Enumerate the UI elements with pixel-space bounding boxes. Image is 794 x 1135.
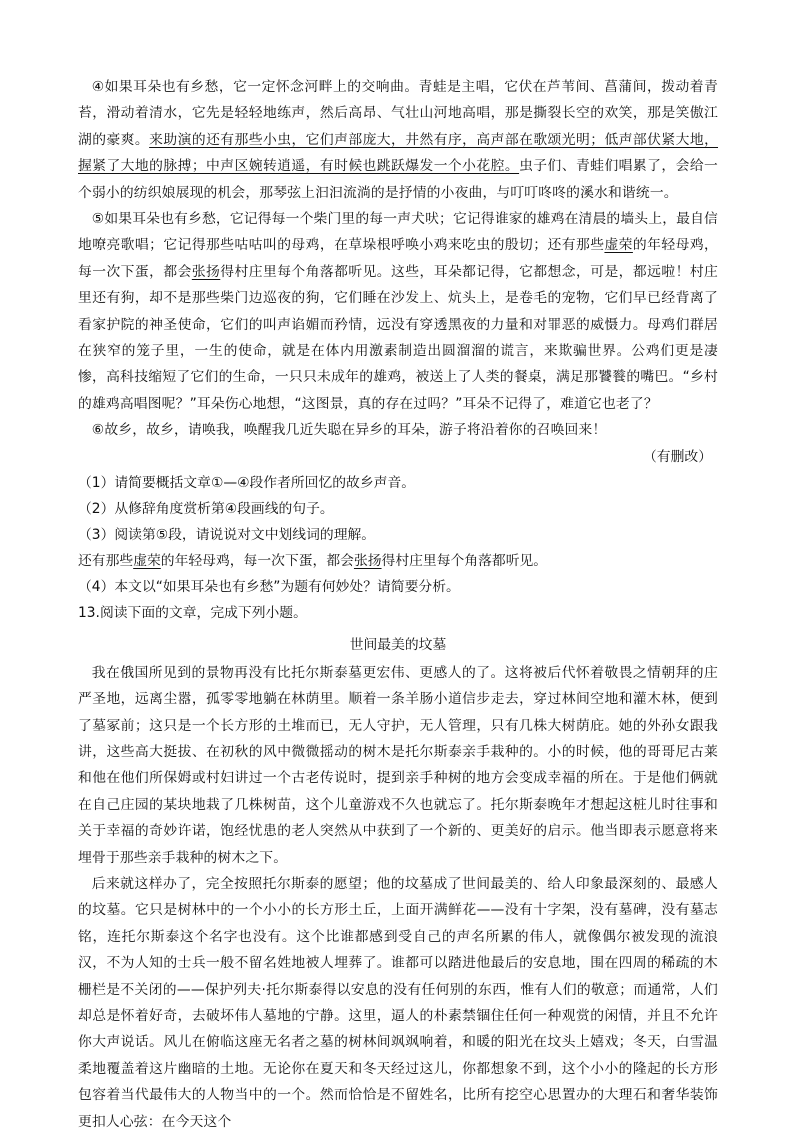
article-paragraph-2: 后来就这样办了，完全按照托尔斯泰的愿望；他的坟墓成了世间最美的、给人印象最深刻的、最感人的坟墓。它只是树林中的一个小小的长方形土丘，上面开满鲜花——没有十字架，没有墓碑，没有墓志铭，连托尔斯泰这个名字也没有。这个比谁都感到受自己的声名所累的伟人，就像偶尔被发现的流浪汉，不为人知的士兵一般不留名姓地被人埋葬了。谁都可以踏进他最后的安息地，围在四周的稀疏的木栅栏是不关闭的——保护列夫·托尔斯泰得以安息的没有任何别的东西，惟有人们的敬意；而通常，人们却总是怀着好奇，去破坏伟人墓地的宁静。这里，逼人的朴素禁锢住任何一种观赏的闲情，并且不允许你大声说话。风儿在俯临这座无名者之墓的树林间飒飒响着，和暖的阳光在坟头上嬉戏；冬天，白雪温柔地覆盖着这片幽暗的土地。无论你在夏天和冬天经过这儿，你都想象不到，这个小小的隆起的长方形包容着当代最伟大的人物当中的一个。然而恰恰是不留姓名，比所有挖空心思置办的大理石和奢华装饰更扣人心弦：在今天这个 xyxy=(78,875,718,1130)
article-paragraph-1: 我在俄国所见到的景物再没有比托尔斯泰墓更宏伟、更感人的了。这将被后代怀着敬畏之情朝拜的庄严圣地，远离尘嚣，孤零零地躺在林荫里。顺着一条羊肠小道信步走去，穿过林间空地和灌木林，便到了墓冢前；这只是一个长方形的土堆而已，无人守护，无人管理，只有几株大树荫庇。她的外孙女跟我讲，这些高大挺拔、在初秋的风中微微摇动的树木是托尔斯泰亲手栽种的。小的时候，他的哥哥尼古莱和他在他们所保姆或村妇讲过一个古老传说时，提到亲手种树的地方会变成幸福的所在。于是他们俩就在自己庄园的某块地栽了几株树苗，这个儿童游戏不久也就忘了。托尔斯泰晚年才想起这桩儿时往事和关于幸福的奇妙许诺，饱经忧患的老人突然从中获到了一个新的、更美好的启示。他当即表示愿意将来埋骨于那些亲手栽种的树木之下。 xyxy=(78,664,718,866)
article-body xyxy=(78,660,718,1135)
question-1: （1）请简要概括文章①—④段作者所回忆的故乡声音。 xyxy=(78,474,416,491)
paragraph-6: ⑥故乡，故乡，请唤我，唤醒我几近失聪在异乡的耳朵，游子将沿着你的召唤回来！ xyxy=(91,422,607,439)
question-13-intro: 13.阅读下面的文章，完成下列小题。 xyxy=(78,604,307,621)
paragraph-4: ④如果耳朵也有乡愁，它一定怀念河畔上的交响曲。青蛙是主唱，它伏在芦苇间、菖蒲间，拨动着青苔，滑动着清水，它先是轻轻地练声，然后高昂、气壮山河地高唱，那是撕裂长空的欢笑，那是笑傲江湖的豪爽。来助演的还有那些小虫，它们声部庞大，井然有序，高声部在歌颂光明；低声部伏紧大地，握紧了大地的脉搏；中声区婉转逍遥，有时候也跳跃爆发一个小花腔。虫子们、青蛙们唱累了，会给一个弱小的纺织娘展现的机会，那琴弦上汩汩流淌的是抒情的小夜曲，与叮叮咚咚的溪水和谐统一。 xyxy=(78,79,719,201)
question-3-quote: 还有那些虚荣的年轻母鸡，每一次下蛋，都会张扬得村庄里每个角落都听见。 xyxy=(78,552,548,569)
underlined-word-vanity: 虚荣 xyxy=(604,237,633,254)
paragraph-5: ⑤如果耳朵也有乡愁，它记得每一个柴门里的每一声犬吠；它记得谁家的雄鸡在清晨的墙头上，最自信地嘹亮歌唱；它记得那些咕咕叫的母鸡，在草垛根呼唤小鸡来吃虫的殷切；还有那些虚荣的年轻母鸡，每一次下蛋，都会张扬得村庄里每个角落都听见。这些，耳朵都记得，它都想念，可是，都远啦！村庄里还有狗，却不是那些柴门边巡夜的狗，它们睡在沙发上、炕头上，是卷毛的宠物，它们早已经背离了看家护院的神圣使命，它们的叫声谄媚而矜情，远没有穿透黑夜的力量和对罪恶的威慑力。母鸡们群居在狭窄的笼子里，一生的使命，就是在体内用激素制造出圆溜溜的谎言，来欺骗世界。公鸡们更是凄惨，高科技缩短了它们的生命，一只只未成年的雄鸡，被送上了人类的餐桌，满足那饕餮的嘴巴。“乡村的雄鸡高唱图呢？”耳朵伤心地想，“这图景，真的存在过吗？”耳朵不记得了，难道它也老了？ xyxy=(78,211,718,412)
quote-word-flaunt: 张扬 xyxy=(353,552,382,569)
underlined-sentence: 来助演的还有那些小虫，它们声部庞大，井然有序，高声部在歌颂光明；低声部伏紧大地，握紧了大地的脉搏；中声区婉转逍遥，有时候也跳跃爆发一个小花腔。 xyxy=(78,131,719,175)
question-3: （3）阅读第⑤段，请说说对文中划线词的理解。 xyxy=(78,526,376,543)
underlined-word-flaunt: 张扬 xyxy=(191,263,221,280)
article-title: 世间最美的坟墓 xyxy=(349,636,447,653)
document-page xyxy=(78,74,718,1135)
quote-word-vanity: 虚荣 xyxy=(133,552,161,569)
question-2: （2）从修辞角度赏析第④段画线的句子。 xyxy=(78,500,334,517)
source-note: （有删改） xyxy=(643,448,712,465)
question-4: （4）本文以“如果耳朵也有乡愁”为题有何妙处？请简要分析。 xyxy=(78,578,460,595)
